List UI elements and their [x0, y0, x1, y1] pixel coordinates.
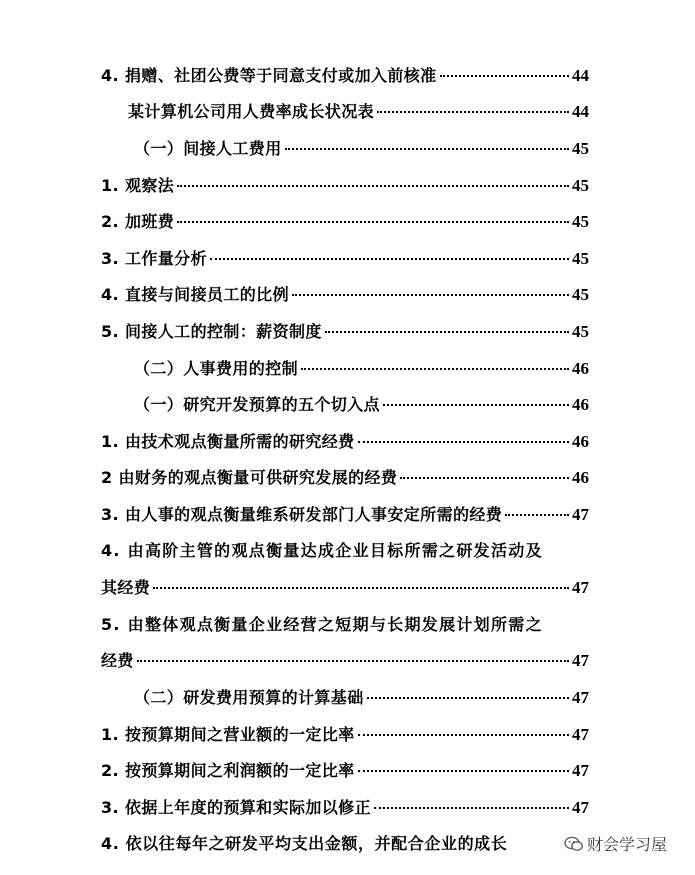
toc-page-number: 46 [572, 359, 589, 378]
toc-entry [101, 249, 589, 269]
toc-entry [101, 468, 589, 488]
toc-entry [128, 102, 589, 122]
toc-page-number: 44 [572, 66, 589, 85]
dot-leader [358, 734, 569, 736]
dot-leader [358, 441, 569, 443]
toc-entry-title: 3. 由人事的观点衡量维系研发部门人事安定所需的经费 [101, 505, 503, 524]
toc-entry-title: （一）间接人工费用 [134, 139, 282, 158]
dot-leader [292, 294, 569, 296]
dot-leader [505, 514, 569, 516]
toc-entry-title: 4. 捐赠、社团公费等于同意支付或加入前核准 [101, 66, 437, 85]
toc-entry [101, 725, 589, 745]
toc-entry-first-line: 5. 由整体观点衡量企业经营之短期与长期发展计划所需之 [101, 615, 543, 634]
toc-entry [101, 761, 589, 781]
toc-entry [101, 66, 589, 86]
toc-entry-title: 其经费 [101, 578, 151, 597]
toc-page-number: 47 [572, 688, 589, 707]
toc-entry [101, 798, 589, 818]
toc-entry [134, 359, 589, 379]
toc-entry-title: 4. 直接与间接员工的比例 [101, 285, 289, 304]
toc-entry [101, 505, 589, 525]
toc-entry-title: （一）研究开发预算的五个切入点 [134, 395, 381, 414]
toc-entry [101, 176, 589, 196]
toc-entry-first-line: 4. 由高阶主管的观点衡量达成企业目标所需之研发活动及 [101, 541, 543, 560]
dot-leader [358, 770, 569, 772]
toc-page-number: 46 [572, 468, 589, 487]
dot-leader [285, 148, 569, 150]
toc-entry [101, 285, 589, 305]
toc-entry [101, 212, 589, 232]
toc-page-number: 45 [572, 212, 589, 231]
toc-entry-title: 某计算机公司用人费率成长状况表 [128, 102, 375, 121]
dot-leader [137, 660, 569, 662]
dot-leader [153, 587, 569, 589]
toc-entry-title: 经费 [101, 651, 134, 670]
dot-leader [367, 697, 569, 699]
toc-entry-title: 5. 间接人工的控制：薪资制度 [101, 322, 322, 341]
dot-leader [440, 75, 569, 77]
wechat-icon [564, 836, 584, 852]
toc-entry [101, 322, 589, 342]
toc-page-number: 47 [572, 578, 589, 597]
toc-page-number: 47 [572, 761, 589, 780]
watermark-label: 财会学习屋 [587, 835, 668, 854]
dot-leader [377, 111, 569, 113]
toc-page-number: 45 [572, 176, 589, 195]
toc-page-number: 47 [572, 725, 589, 744]
toc-page-number: 47 [572, 798, 589, 817]
toc-page-number: 46 [572, 432, 589, 451]
toc-page-number: 45 [572, 139, 589, 158]
toc-entry-title: 2 由财务的观点衡量可供研究发展的经费 [101, 468, 398, 487]
dot-leader [383, 404, 569, 406]
toc-entry-first-line: 4. 依以往每年之研发平均支出金额，并配合企业的成长 [101, 834, 508, 853]
toc-entry-title: 2. 按预算期间之利润额的一定比率 [101, 761, 355, 780]
toc-page-number: 45 [572, 322, 589, 341]
toc-entry [134, 395, 589, 415]
dot-leader [210, 258, 569, 260]
toc-page-number: 44 [572, 102, 589, 121]
toc-entry-title: （二）人事费用的控制 [134, 359, 299, 378]
watermark [562, 832, 669, 855]
dot-leader [374, 807, 569, 809]
dot-leader [301, 368, 569, 370]
dot-leader [400, 477, 569, 479]
toc-page-number: 47 [572, 505, 589, 524]
toc-entry-title: 2. 加班费 [101, 212, 175, 231]
toc-entry-title: 1. 按预算期间之营业额的一定比率 [101, 725, 355, 744]
toc-entry-title: 3. 工作量分析 [101, 249, 207, 268]
toc-page-number: 45 [572, 249, 589, 268]
toc-entry [101, 432, 589, 452]
toc-entry-title: 1. 由技术观点衡量所需的研究经费 [101, 432, 355, 451]
dot-leader [325, 331, 569, 333]
toc-entry [134, 139, 589, 159]
toc-page-number: 46 [572, 395, 589, 414]
toc-entry-title: （二）研发费用预算的计算基础 [134, 688, 364, 707]
toc-entry-title: 3. 依据上年度的预算和实际加以修正 [101, 798, 371, 817]
toc-entry [101, 578, 589, 598]
toc-entry [134, 688, 589, 708]
toc-page-number: 45 [572, 285, 589, 304]
dot-leader [177, 221, 569, 223]
toc-entry-title: 1. 观察法 [101, 176, 175, 195]
toc-page-number: 47 [572, 651, 589, 670]
dot-leader [177, 185, 569, 187]
toc-entry [101, 651, 589, 671]
